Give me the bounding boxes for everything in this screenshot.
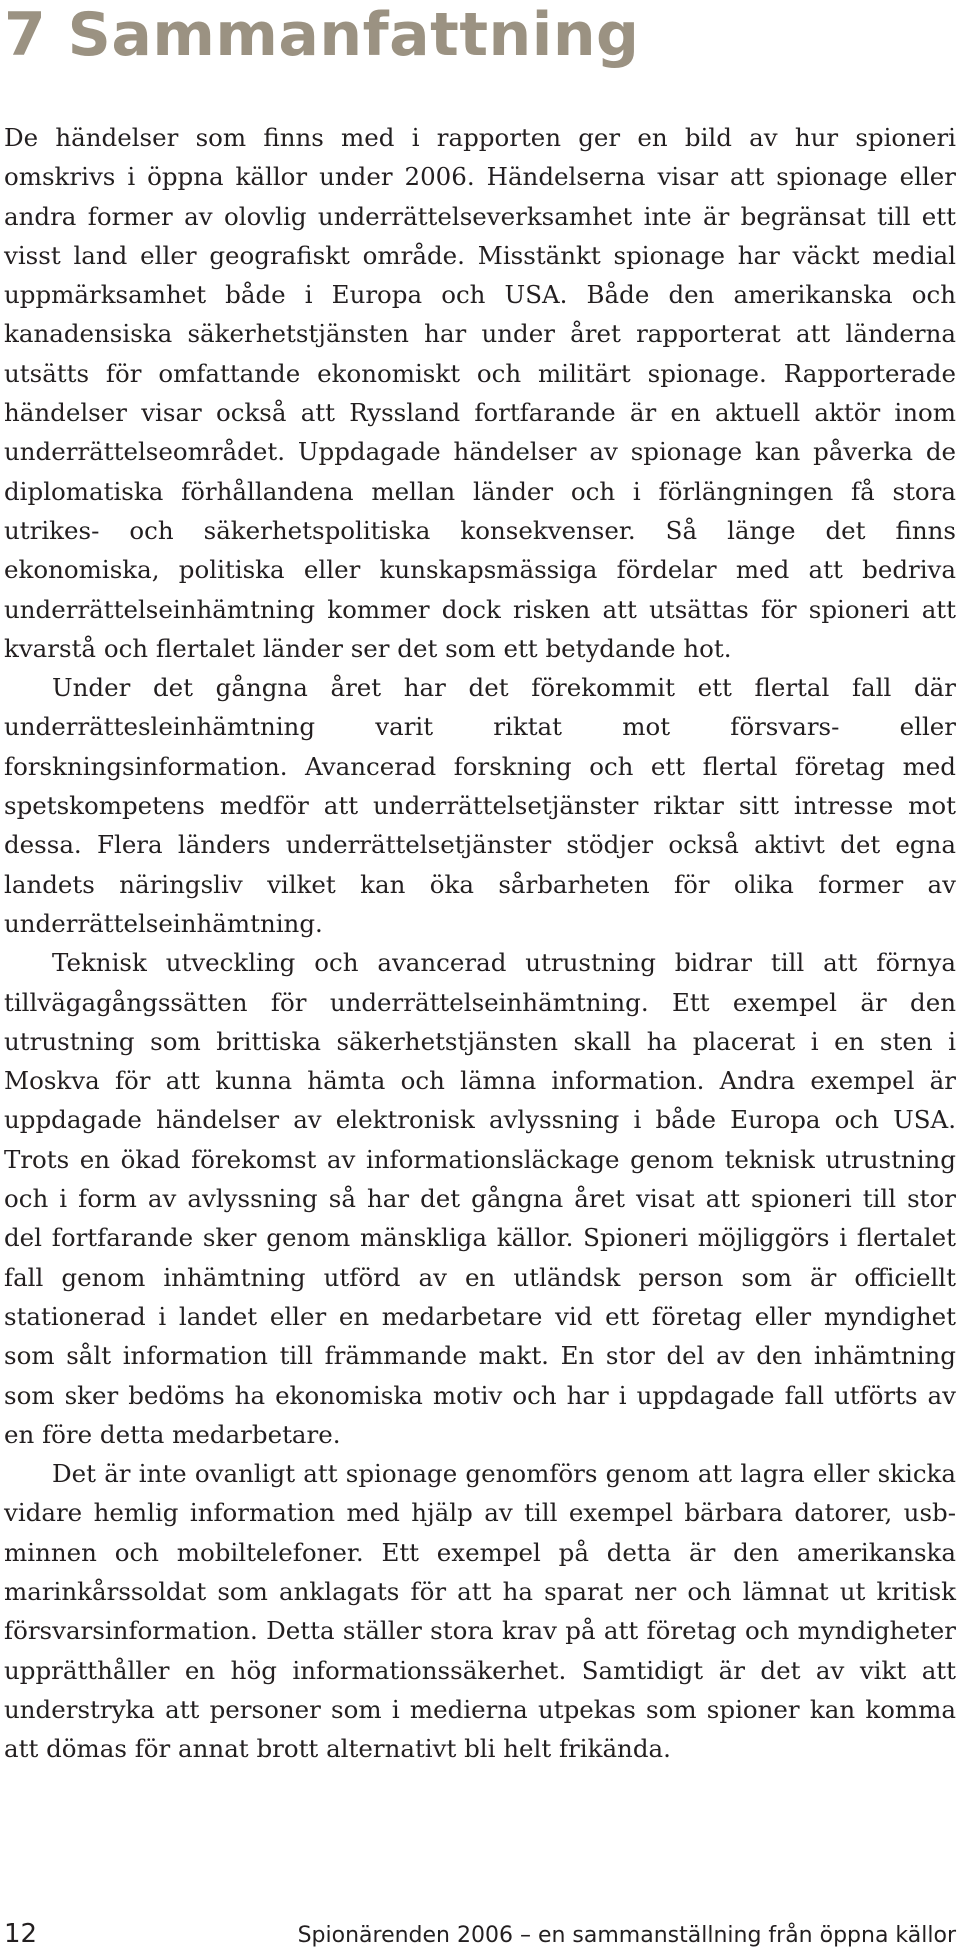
page-number: 12 <box>4 1919 38 1949</box>
running-footer-title: Spionärenden 2006 – en sammanställning från öppna källor <box>297 1923 956 1948</box>
paragraph-4: Det är inte ovanligt att spionage genomförs genom att lagra eller skicka vidare hemlig information med hjälp av till exempel bärbara datorer, usb-minnen och mobiltelefoner. Ett exempel på detta är den amerikanska marinkårssoldat som anklagats för att ha sparat ner och lämnat ut kritisk försvarsinformation. Detta ställer stora krav på att företag och myndigheter upprätthåller en hög informationssäkerhet. Samtidigt är det av vikt att understryka att personer som i medierna utpekas som spioner kan komma att dömas för annat brott alternativt bli helt frikända. <box>4 1459 956 1764</box>
paragraph-1: De händelser som finns med i rapporten ger en bild av hur spioneri omskrivs i öppna källor under 2006. Händelserna visar att spionage eller andra former av olovlig underrättelseverksamhet inte är begränsat till ett visst land eller geografiskt område. Misstänkt spionage har väckt medial uppmärksamhet både i Europa och USA. Både den amerikanska och kanadensiska säkerhetstjänsten har under året rapporterat att länderna utsätts för omfattande ekonomiskt och militärt spionage. Rapporterade händelser visar också att Ryssland fortfarande är en aktuell aktör inom underrättelseområdet. Uppdagade händelser av spionage kan påverka de diplomatiska förhållandena mellan länder och i förlängningen få stora utrikes- och säkerhetspolitiska konsekvenser. Så länge det finns ekonomiska, politiska eller kunskapsmässiga fördelar med att bedriva underrättelseinhämtning kommer dock risken att utsättas för spioneri att kvarstå och flertalet länder ser det som ett betydande hot. <box>4 123 956 663</box>
paragraph-3: Teknisk utveckling och avancerad utrustning bidrar till att förnya tillvägagångssätten för underrättelseinhämtning. Ett exempel är den utrustning som brittiska säkerhetstjänsten skall ha placerat i en sten i Moskva för att kunna hämta och lämna information. Andra exempel är uppdagade händelser av elektronisk avlyssning i både Europa och USA. Trots en ökad förekomst av informationsläckage genom teknisk utrustning och i form av avlyssning så har det gångna året visat att spioneri till stor del fortfarande sker genom mänskliga källor. Spioneri möjliggörs i flertalet fall genom inhämtning utförd av en utländsk person som är officiellt stationerad i landet eller en medarbetare vid ett företag eller myndighet som sålt information till främmande makt. En stor del av den inhämtning som sker bedöms ha ekonomiska motiv och har i uppdagade fall utförts av en före detta medarbetare. <box>4 948 956 1449</box>
section-heading: 7 Sammanfattning <box>4 0 640 70</box>
paragraph-2: Under det gångna året har det förekommit ett flertal fall där underrättesleinhämtning varit riktat mot försvars- eller forskningsinformation. Avancerad forskning och ett flertal företag med spetskompetens medför att underrättelsetjänster riktar sitt intresse mot dessa. Flera länders underrättelsetjänster stödjer också aktivt det egna landets näringsliv vilket kan öka sårbarheten för olika former av underrättelseinhämtning. <box>4 673 956 938</box>
body-text <box>4 118 956 1768</box>
